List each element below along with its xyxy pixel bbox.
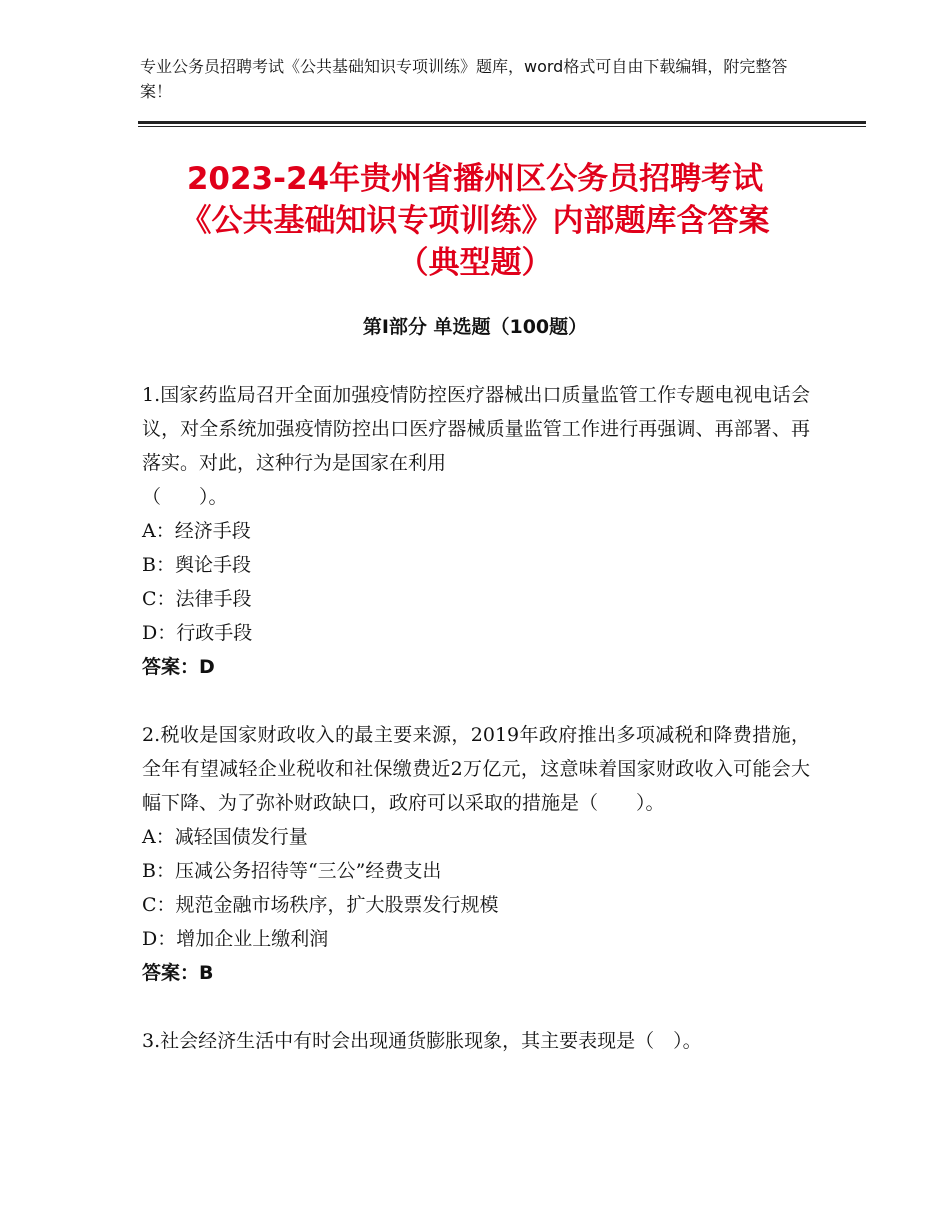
question-1 — [142, 378, 810, 684]
title-line-2: 《公共基础知识专项训练》内部题库含答案 — [180, 203, 770, 239]
header-note: 专业公务员招聘考试《公共基础知识专项训练》题库，word格式可自由下载编辑，附完整答案！ — [140, 57, 788, 101]
question-blank: （ ）。 — [142, 486, 228, 508]
option-d: D：增加企业上缴利润 — [142, 928, 329, 950]
answer: 答案：D — [142, 656, 215, 678]
option-b: B：舆论手段 — [142, 554, 251, 576]
document-title — [100, 158, 850, 284]
option-c: C：法律手段 — [142, 588, 252, 610]
question-text: 2.税收是国家财政收入的最主要来源，2019年政府推出多项减税和降费措施，全年有望减轻企业税收和社保缴费近2万亿元，这意味着国家财政收入可能会大幅下降、为了弥补财政缺口，政府可以采取的措施是（ ）。 — [142, 724, 810, 814]
option-a: A：经济手段 — [142, 520, 251, 542]
option-a: A：减轻国债发行量 — [142, 826, 308, 848]
header-rule-thin — [138, 126, 866, 127]
question-list — [142, 378, 810, 1092]
header-rule-thick — [138, 121, 866, 124]
question-text: 3.社会经济生活中有时会出现通货膨胀现象，其主要表现是（ ）。 — [142, 1030, 702, 1052]
option-c: C：规范金融市场秩序，扩大股票发行规模 — [142, 894, 499, 916]
title-line-1: 2023-24年贵州省播州区公务员招聘考试 — [186, 161, 764, 197]
title-line-3: （典型题） — [397, 245, 553, 281]
option-d: D：行政手段 — [142, 622, 253, 644]
question-3 — [142, 1024, 810, 1058]
section-heading: 第Ⅰ部分 单选题（100题） — [362, 316, 588, 338]
option-b: B：压减公务招待等“三公”经费支出 — [142, 860, 442, 882]
answer: 答案：B — [142, 962, 214, 984]
question-text: 1.国家药监局召开全面加强疫情防控医疗器械出口质量监管工作专题电视电话会议，对全系统加强疫情防控出口医疗器械质量监管工作进行再强调、再部署、再落实。对此，这种行为是国家在利用 — [142, 384, 810, 474]
question-2 — [142, 718, 810, 990]
